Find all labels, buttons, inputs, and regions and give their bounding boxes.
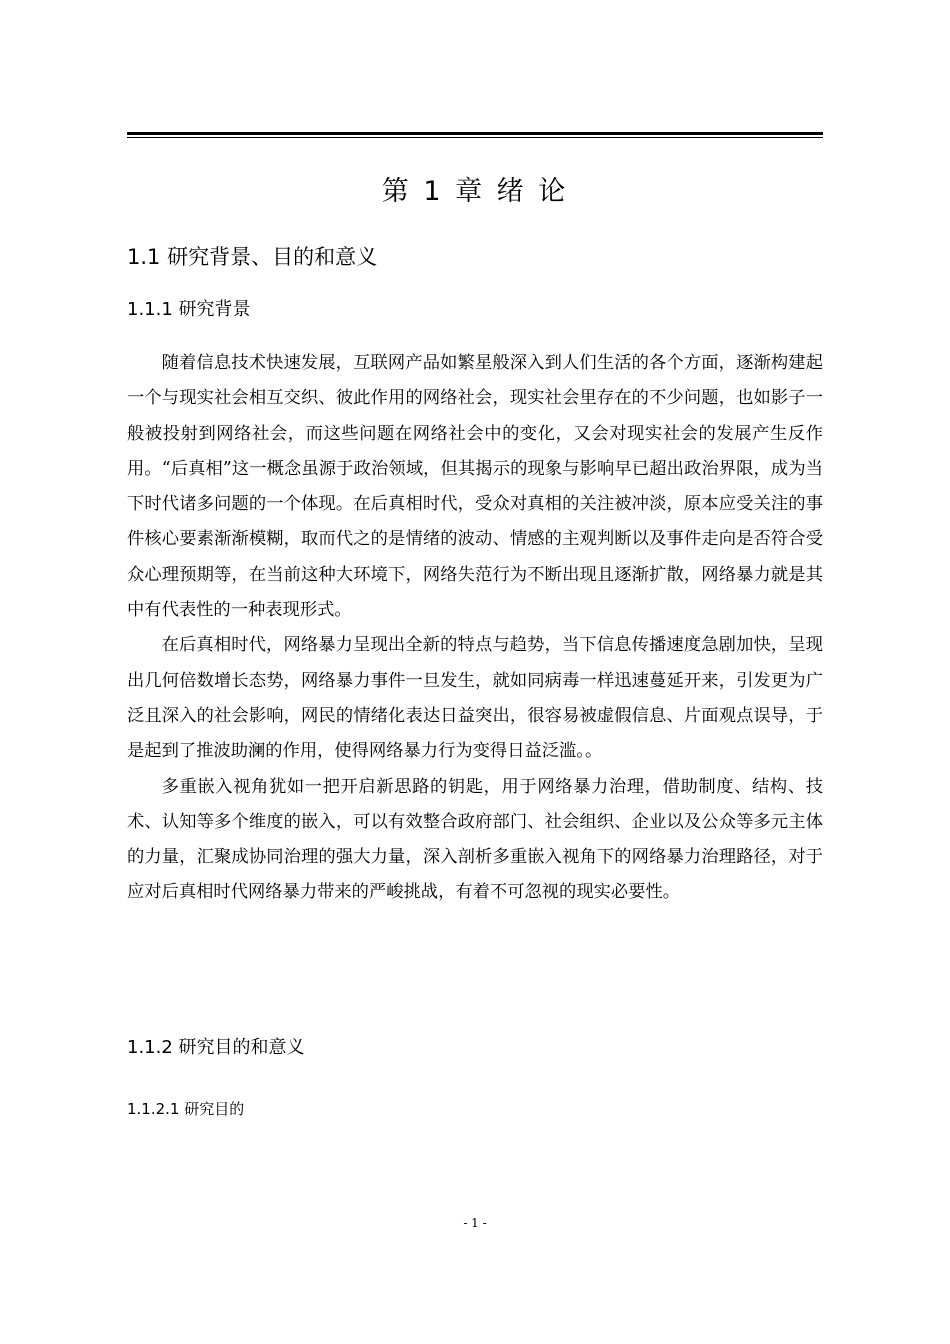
subsection-heading-background: 1.1.1 研究背景 [127, 299, 251, 320]
chapter-title: 第 1 章 绪 论 [381, 176, 569, 207]
paragraph: 随着信息技术快速发展，互联网产品如繁星般深入到人们生活的各个方面，逐渐构建起一个与现实社会相互交织、彼此作用的网络社会，现实社会里存在的不少问题，也如影子一般被投射到网络社会，而这些问题在网络社会中的变化，又会对现实社会的发展产生反作用。“后真相”这一概念虽源于政治领域，但其揭示的现象与影响早已超出政治界限，成为当下时代诸多问题的一个体现。在后真相时代，受众对真相的关注被冲淡，原本应受关注的事件核心要素渐渐模糊，取而代之的是情绪的波动、情感的主观判断以及事件走向是否符合受众心理预期等，在当前这种大环境下，网络失范行为不断出现且逐渐扩散，网络暴力就是其中有代表性的一种表现形式。 [127, 353, 823, 621]
paragraph: 在后真相时代，网络暴力呈现出全新的特点与趋势，当下信息传播速度急剧加快，呈现出几何倍数增长态势，网络暴力事件一旦发生，就如同病毒一样迅速蔓延开来，引发更为广泛且深入的社会影响，网民的情绪化表达日益突出，很容易被虚假信息、片面观点误导，于是起到了推波助澜的作用，使得网络暴力行为变得日益泛滥。。 [127, 635, 823, 762]
subsection-heading-purpose-significance: 1.1.2 研究目的和意义 [127, 1037, 305, 1058]
paragraph: 多重嵌入视角犹如一把开启新思路的钥匙，用于网络暴力治理，借助制度、结构、技术、认知等多个维度的嵌入，可以有效整合政府部门、社会组织、企业以及公众等多元主体的力量，汇聚成协同治理的强大力量，深入剖析多重嵌入视角下的网络暴力治理路径，对于应对后真相时代网络暴力带来的严峻挑战，有着不可忽视的现实必要性。 [127, 776, 823, 903]
header-rule-thin [127, 137, 823, 138]
section-heading: 1.1 研究背景、目的和意义 [127, 245, 378, 269]
header-rule-thick [127, 132, 823, 135]
page-number: - 1 - [463, 1216, 487, 1230]
subsubsection-heading-purpose: 1.1.2.1 研究目的 [127, 1100, 245, 1118]
body-text [127, 346, 823, 911]
